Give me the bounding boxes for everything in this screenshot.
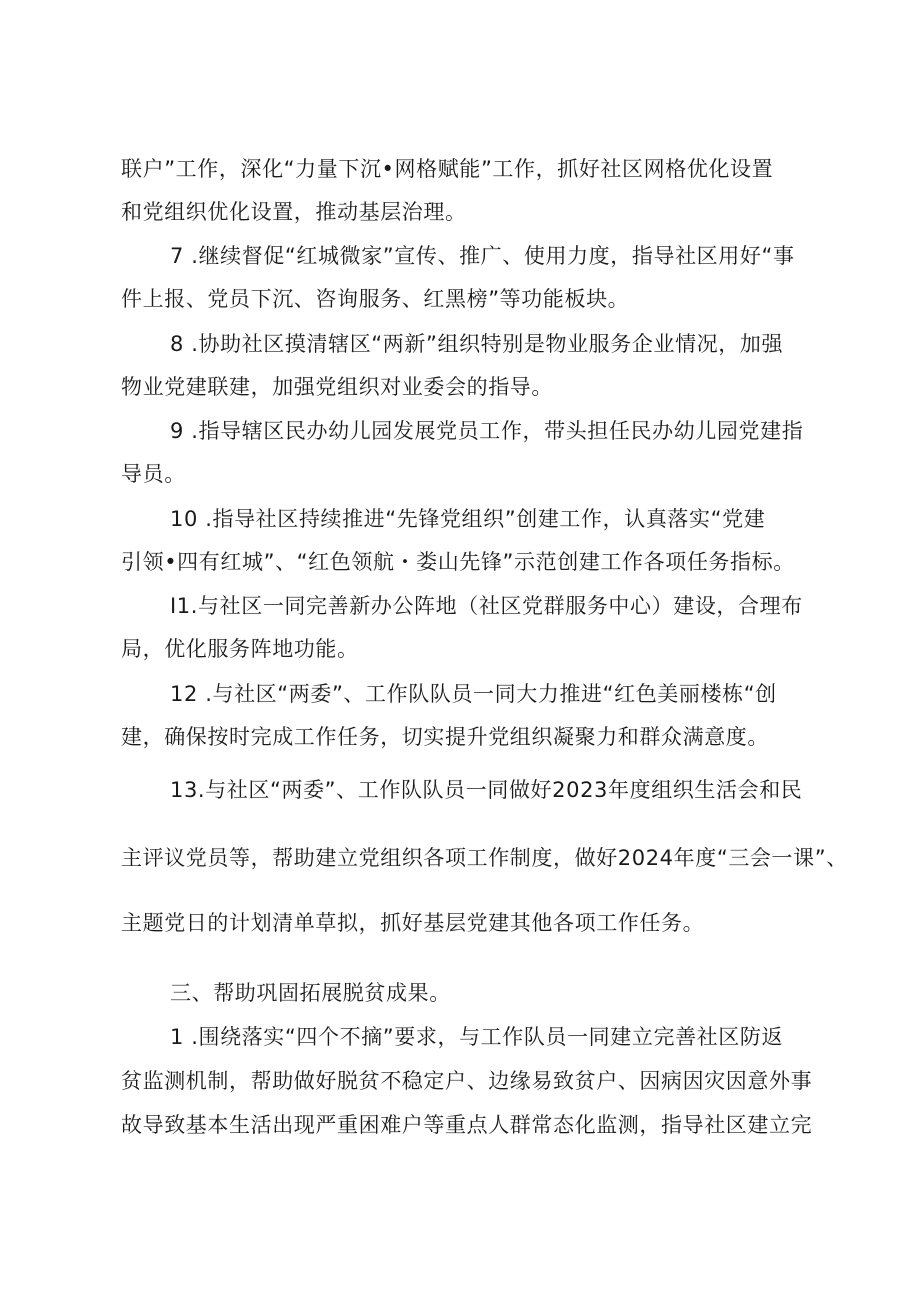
paragraph-line: 主题党日的计划清单草拟，抓好基层党建其他各项工作任务。 <box>121 911 705 935</box>
paragraph-line: 12 .与社区“两委”、工作队队员一同大力推进“红色美丽楼栋“创 <box>170 682 777 706</box>
section-heading: 三、帮助巩固拓展脱贫成果。 <box>170 981 451 1005</box>
paragraph-line: I1.与社区一同完善新办公阵地（社区党群服务中心）建设，合理布 <box>170 594 803 618</box>
paragraph-line: 8 .协助社区摸清辖区“两新”组织特别是物业服务企业情况，加强 <box>170 332 784 356</box>
paragraph-line: 13.与社区“两委”、工作队队员一同做好2023年度组织生活会和民 <box>170 778 803 802</box>
paragraph-line: 局，优化服务阵地功能。 <box>121 637 359 661</box>
paragraph-line: 引领•四有红城”、“红色领航・娄山先锋”示范创建工作各项任务指标。 <box>121 550 795 574</box>
paragraph-line: 1 .围绕落实“四个不摘”要求，与工作队员一同建立完善社区防返 <box>170 1025 784 1049</box>
paragraph-line: 导员。 <box>121 462 186 486</box>
paragraph-line: 7 .继续督促“红城微家”宣传、推广、使用力度，指导社区用好“事 <box>170 244 795 268</box>
paragraph-line: 和党组织优化设置，推动基层治理。 <box>121 200 467 224</box>
paragraph-line: 联户”工作，深化“力量下沉•网格赋能”工作，抓好社区网格优化设置 <box>121 157 774 181</box>
paragraph-line: 物业党建联建，加强党组织对业委会的指导。 <box>121 375 553 399</box>
paragraph-line: 件上报、党员下沉、咨询服务、红黑榜”等功能板块。 <box>121 287 630 311</box>
paragraph-line: 主评议党员等，帮助建立党组织各项工作制度，做好2024年度“三会一课”、 <box>121 846 848 870</box>
paragraph-line: 建，确保按时完成工作任务，切实提升党组织凝聚力和群众满意度。 <box>121 725 769 749</box>
paragraph-line: 贫监测机制，帮助做好脱贫不稳定户、边缘易致贫户、因病因灾因意外事 <box>121 1069 813 1093</box>
paragraph-line: 故导致基本生活出现严重困难户等重点人群常态化监测，指导社区建立完 <box>121 1113 813 1137</box>
paragraph-line: 9 .指导辖区民办幼儿园发展党员工作，带头担任民办幼儿园党建指 <box>170 419 804 443</box>
paragraph-line: 10 .指导社区持续推进“先锋党组织”创建工作，认真落实“党建 <box>170 507 766 531</box>
